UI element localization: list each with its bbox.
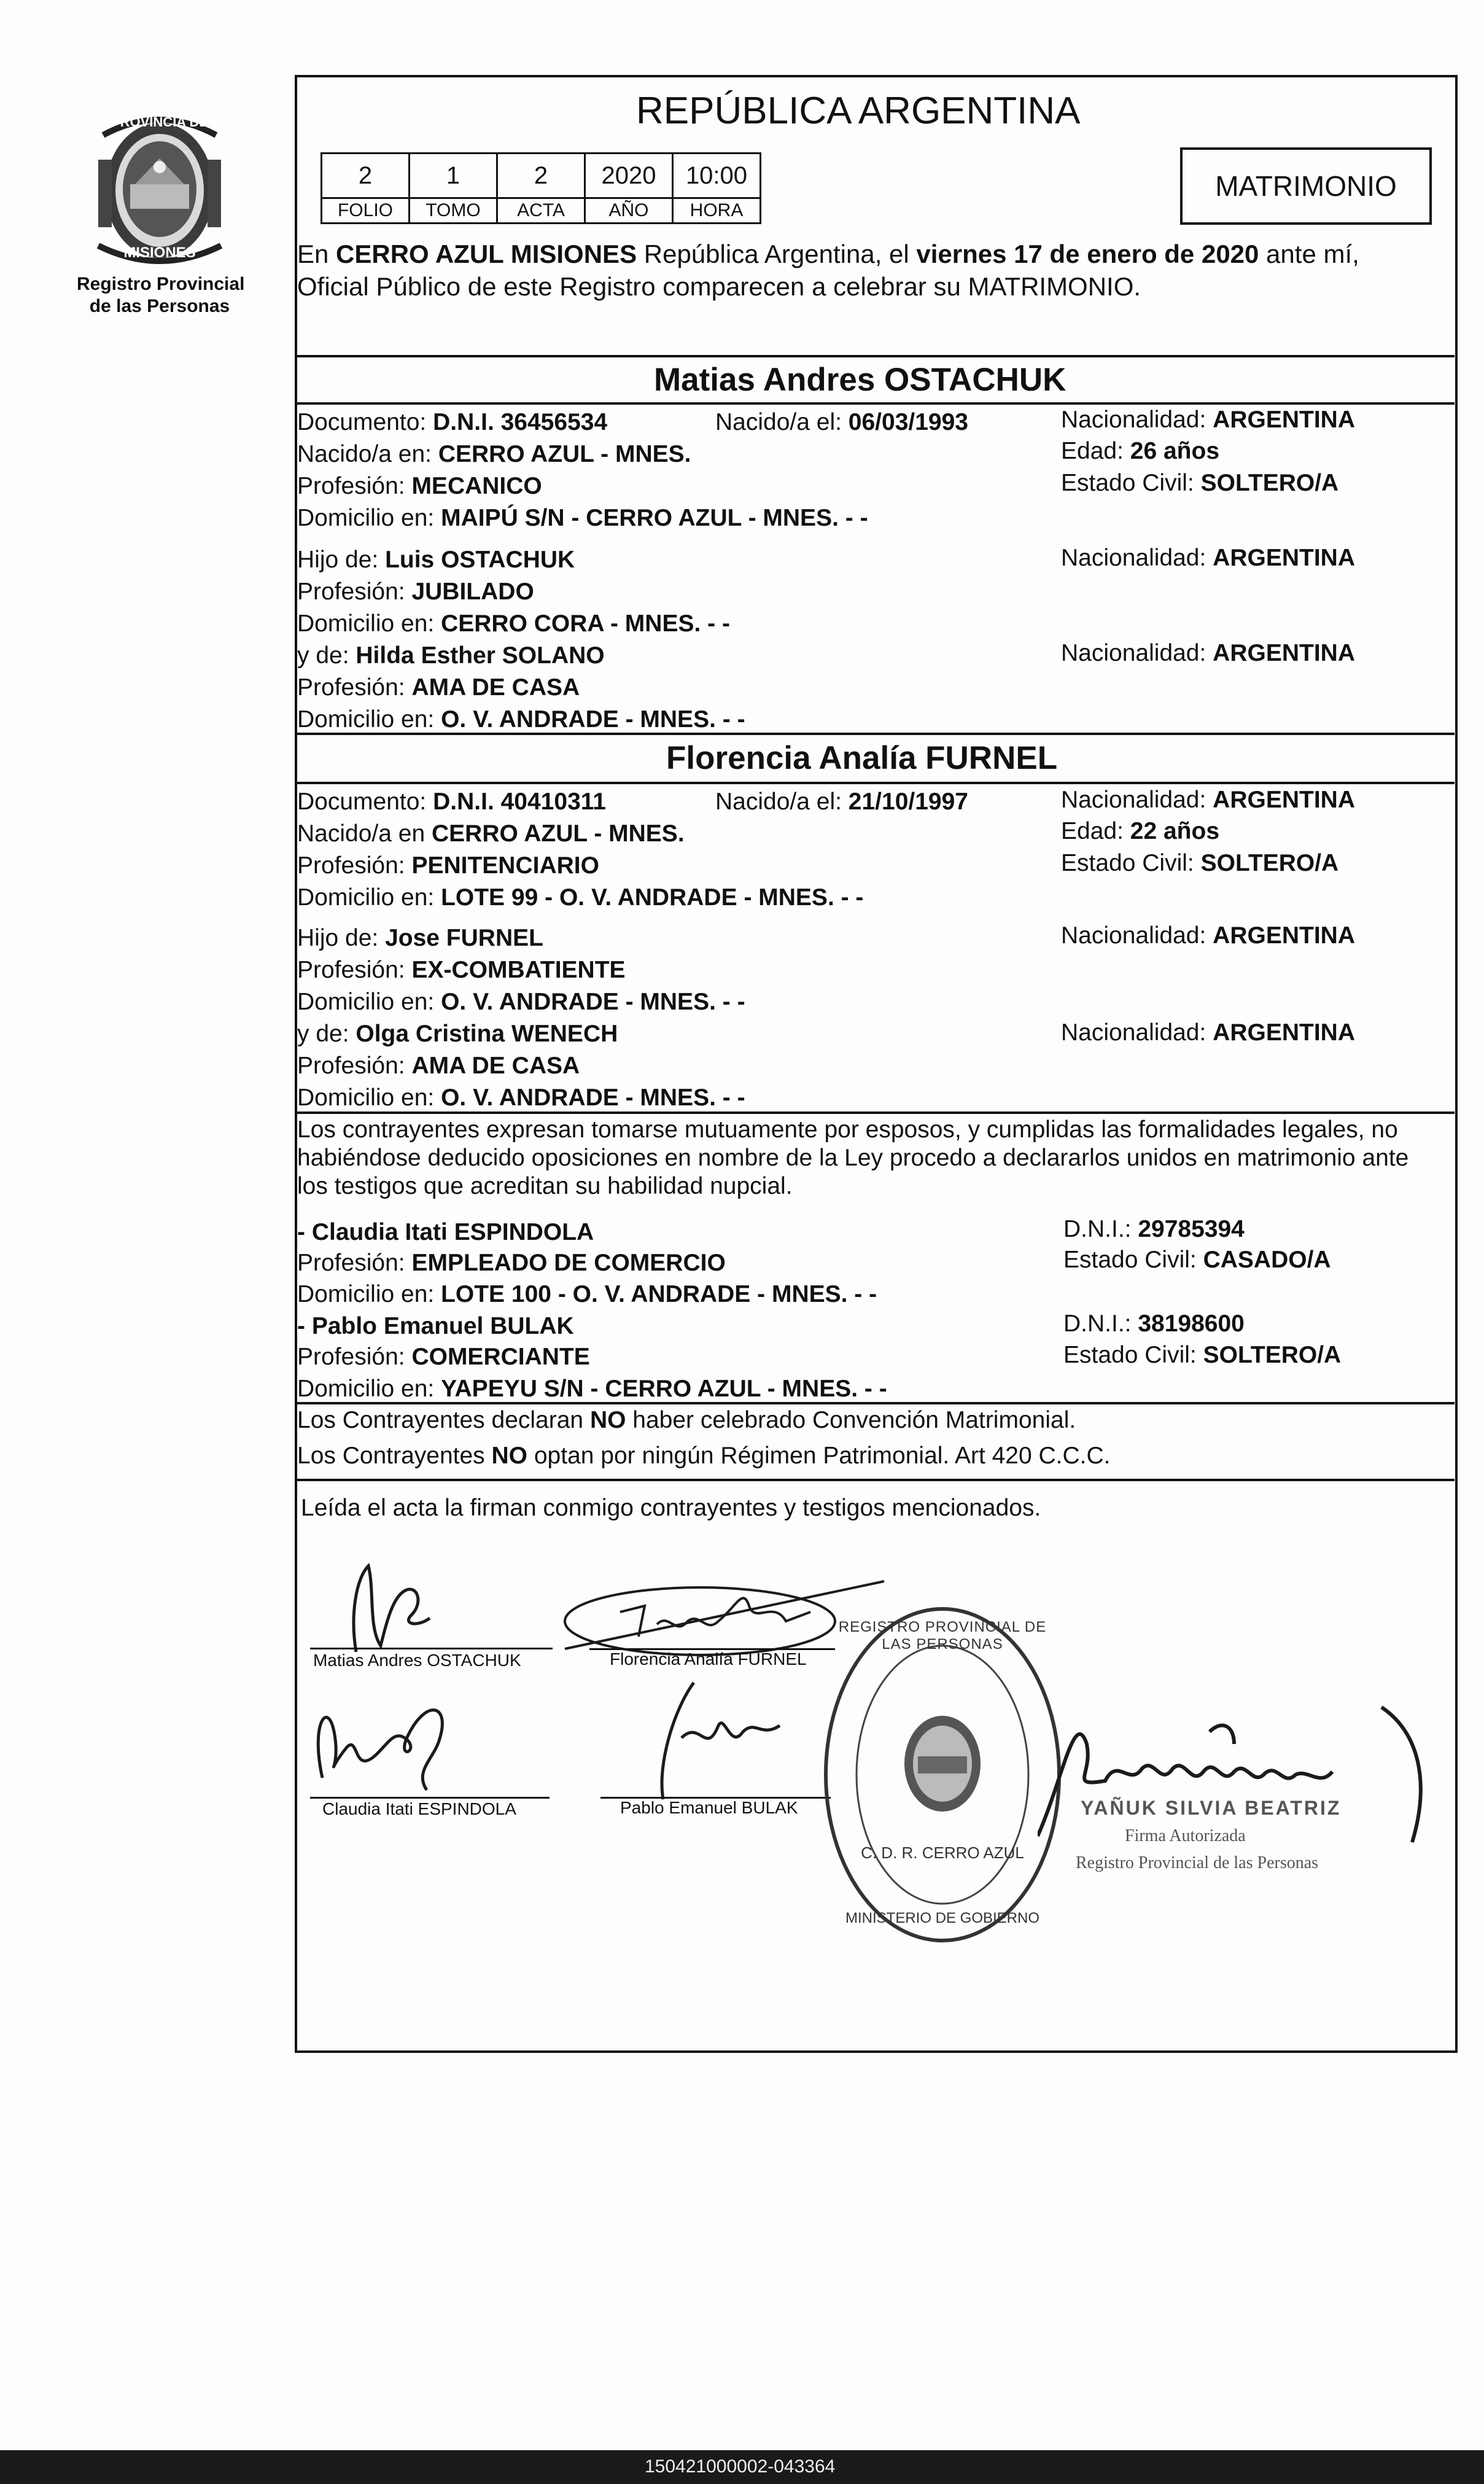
spouse1-father: Hijo de: Luis OSTACHUK (297, 547, 575, 573)
spouse1-father-profession: Profesión: JUBILADO (297, 578, 534, 605)
spouse1-birthplace: Nacido/a en: CERRO AZUL - MNES. (297, 441, 691, 467)
registry-logo (86, 111, 233, 270)
spouse1-address: Domicilio en: MAIPÚ S/N - CERRO AZUL - MNES. - - (297, 505, 868, 531)
spouse2-father-address: Domicilio en: O. V. ANDRADE - MNES. - - (297, 989, 745, 1015)
intro-date: viernes 17 de enero de 2020 (916, 239, 1259, 268)
spouse2-mother-profession: Profesión: AMA DE CASA (297, 1053, 580, 1079)
spouse1-name: Matias Andres OSTACHUK (654, 362, 1066, 398)
regime-line-2: Los Contrayentes NO optan por ningún Régimen Patrimonial. Art 420 C.C.C. (297, 1443, 1111, 1469)
seal-bottom-text: MISIONES (123, 244, 196, 261)
hora-label: HORA (674, 199, 761, 224)
official-seal-icon (820, 1603, 1065, 1947)
divider (296, 1112, 1455, 1114)
spouse1-mother-nationality: Nacionalidad: ARGENTINA (1061, 640, 1356, 666)
witness1-address: Domicilio en: LOTE 100 - O. V. ANDRADE - MNES. - - (297, 1281, 877, 1307)
spouse2-birthplace: Nacido/a en CERRO AZUL - MNES. (297, 820, 685, 847)
acta-value: 2 (498, 152, 586, 199)
witness2-signature-icon (620, 1670, 804, 1805)
witness1-signature-icon (304, 1686, 488, 1808)
spouse2-mother-nationality: Nacionalidad: ARGENTINA (1061, 1019, 1356, 1046)
declaration-line-3: los testigos que acreditan su habilidad nupcial. (297, 1173, 793, 1199)
spouse1-father-nationality: Nacionalidad: ARGENTINA (1061, 545, 1356, 571)
stamp-ring-bottom: MINISTERIO DE GOBIERNO (845, 1910, 1040, 1926)
spouse2-address: Domicilio en: LOTE 99 - O. V. ANDRADE - MNES. - - (297, 884, 864, 911)
spouse1-document: Documento: D.N.I. 36456534 (297, 409, 608, 435)
official-role: Firma Autorizada (1125, 1826, 1246, 1845)
signature-line (310, 1648, 553, 1649)
intro-line-1 (297, 241, 1359, 267)
stamp-inner: C. D. R. CERRO AZUL (861, 1844, 1024, 1862)
spouse2-father-nationality: Nacionalidad: ARGENTINA (1061, 922, 1356, 949)
spouse1-birthdate: Nacido/a el: 06/03/1993 (715, 409, 968, 435)
spouse2-civil-status: Estado Civil: SOLTERO/A (1061, 850, 1339, 876)
hora-value: 10:00 (674, 152, 761, 199)
witness2-name: - Pablo Emanuel BULAK (297, 1313, 574, 1339)
anio-value: 2020 (586, 152, 674, 199)
seal-top-text: PROVINCIA DE (111, 114, 209, 130)
divider (296, 733, 1455, 735)
witness2-address: Domicilio en: YAPEYU S/N - CERRO AZUL - MNES. - - (297, 1376, 887, 1402)
spouse1-age: Edad: 26 años (1061, 438, 1220, 464)
spouse2-nationality: Nacionalidad: ARGENTINA (1061, 787, 1356, 813)
intro-text-c: ante mí, (1259, 239, 1359, 268)
anio-label: AÑO (586, 199, 674, 224)
official-name: YAÑUK SILVIA BEATRIZ (1081, 1797, 1342, 1819)
intro-text-b: República Argentina, el (637, 239, 917, 268)
signature-line (310, 1797, 550, 1799)
spouse1-father-address: Domicilio en: CERRO CORA - MNES. - - (297, 610, 730, 637)
spouse2-age: Edad: 22 años (1061, 818, 1220, 844)
spouse1-signature-label: Matias Andres OSTACHUK (313, 1651, 521, 1670)
spouse2-name: Florencia Analía FURNEL (666, 740, 1058, 776)
signatures-intro: Leída el acta la firman conmigo contrayentes y testigos mencionados. (301, 1495, 1041, 1521)
witness1-dni: D.N.I.: 29785394 (1063, 1216, 1245, 1242)
divider (296, 402, 1455, 405)
intro-text-a: En (297, 239, 336, 268)
divider (296, 1479, 1455, 1481)
witness1-signature-label: Claudia Itati ESPINDOLA (322, 1799, 516, 1818)
spouse1-mother: y de: Hilda Esther SOLANO (297, 642, 605, 669)
spouse2-birthdate: Nacido/a el: 21/10/1997 (715, 788, 968, 815)
spouse1-profession: Profesión: MECANICO (297, 473, 542, 499)
spouse2-mother: y de: Olga Cristina WENECH (297, 1021, 618, 1047)
spouse2-father: Hijo de: Jose FURNEL (297, 925, 543, 951)
spouse1-nationality: Nacionalidad: ARGENTINA (1061, 407, 1356, 433)
tomo-value: 1 (410, 152, 498, 199)
spouse2-document: Documento: D.N.I. 40410311 (297, 788, 606, 815)
divider (296, 782, 1455, 784)
spouse2-signature-label: Florencia Analía FURNEL (610, 1649, 807, 1668)
witness2-civil-status: Estado Civil: SOLTERO/A (1063, 1342, 1342, 1368)
act-type-box (1180, 147, 1432, 225)
witness1-civil-status: Estado Civil: CASADO/A (1063, 1247, 1331, 1273)
record-table (320, 152, 761, 224)
regime-line-1: Los Contrayentes declaran NO haber celebrado Convención Matrimonial. (297, 1407, 1076, 1433)
spouse1-mother-address: Domicilio en: O. V. ANDRADE - MNES. - - (297, 706, 745, 733)
witness2-dni: D.N.I.: 38198600 (1063, 1310, 1245, 1337)
witness1-profession: Profesión: EMPLEADO DE COMERCIO (297, 1250, 726, 1276)
declaration-line-1: Los contrayentes expresan tomarse mutuamente por esposos, y cumplidas las formalidades legales, no (297, 1116, 1398, 1143)
spouse2-mother-address: Domicilio en: O. V. ANDRADE - MNES. - - (297, 1084, 745, 1111)
divider (296, 1402, 1455, 1404)
registry-name-line2: de las Personas (89, 296, 230, 316)
spouse1-signature-icon (332, 1554, 454, 1658)
spouse1-civil-status: Estado Civil: SOLTERO/A (1061, 470, 1339, 496)
official-registry: Registro Provincial de las Personas (1076, 1853, 1319, 1872)
intro-place: CERRO AZUL MISIONES (336, 239, 637, 268)
intro-line-2: Oficial Público de este Registro comparecen a celebrar su MATRIMONIO. (297, 272, 1141, 301)
act-type-label: MATRIMONIO (1215, 170, 1397, 202)
registry-name-line1: Registro Provincial (77, 274, 245, 294)
declaration-line-2: habiéndose deducido oposiciones en nombre de la Ley procedo a declararlos unidos en matrimonio ante (297, 1145, 1409, 1171)
tomo-label: TOMO (410, 199, 498, 224)
official-stamp (820, 1603, 1065, 1947)
witness2-signature-label: Pablo Emanuel BULAK (620, 1798, 798, 1817)
country-title: REPÚBLICA ARGENTINA (636, 90, 1081, 132)
folio-label: FOLIO (320, 199, 410, 224)
witness2-profession: Profesión: COMERCIANTE (297, 1344, 590, 1370)
divider (296, 355, 1455, 357)
spouse2-profession: Profesión: PENITENCIARIO (297, 852, 599, 879)
folio-value: 2 (320, 152, 410, 199)
footer-code: 150421000002-043364 (645, 2456, 836, 2477)
spouse1-mother-profession: Profesión: AMA DE CASA (297, 674, 580, 701)
stamp-ring-top: REGISTRO PROVINCIAL DE LAS PERSONAS (838, 1619, 1047, 1653)
witness1-name: - Claudia Itati ESPINDOLA (297, 1219, 594, 1245)
acta-label: ACTA (498, 199, 586, 224)
spouse2-father-profession: Profesión: EX-COMBATIENTE (297, 957, 626, 983)
